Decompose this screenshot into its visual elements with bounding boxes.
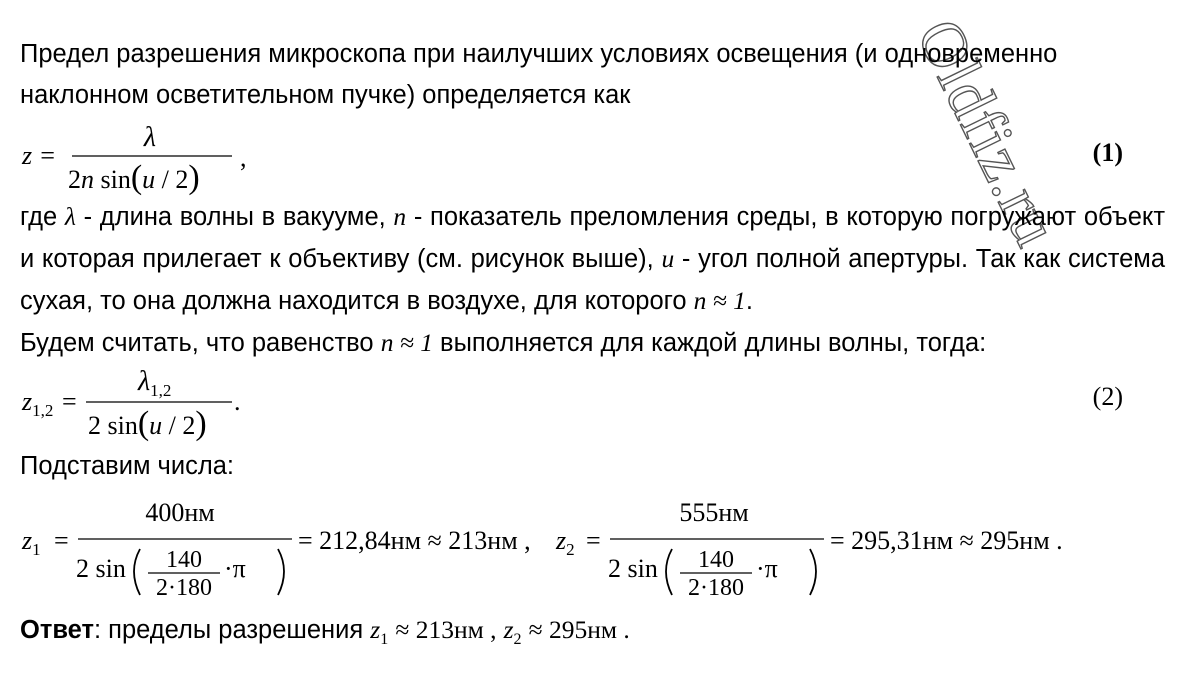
eq3-z2-result: = 295,31нм ≈ 295нм .	[830, 526, 1063, 555]
explanation-paragraph: где λ - длина волны в вакууме, n - показатель преломления среды, в которую погружают объект и которая прилегает к объективу (см. рисунок выше), u - угол полной апертуры. Так как система сухая, то она должна находится в воздухе, для которого n ≈ 1. Будем считать, что равенство n ≈ 1 выполняется для каждой длины волны, тогда:	[20, 202, 1166, 357]
eq3-z2-numerator: 555нм	[679, 498, 749, 527]
svg-text:·π: ·π	[756, 554, 778, 583]
equation-1-formula	[20, 116, 320, 196]
eq1-tail: ,	[240, 143, 247, 172]
answer-z2-value: ≈ 295нм .	[528, 615, 630, 644]
equation-2	[20, 364, 1165, 446]
n-approx-1: n ≈ 1	[693, 286, 746, 315]
answer-z1-value: ≈ 213нм ,	[395, 615, 497, 644]
eq3-z1-numerator: 400нм	[145, 498, 215, 527]
answer-z1: $z_1$	[370, 615, 389, 649]
eq2-lhs: $z_{1,2}$	[22, 387, 54, 420]
svg-text:·π: ·π	[224, 554, 246, 583]
svg-text:2·180: 2·180	[156, 575, 212, 601]
eq2-number: (2)	[1092, 382, 1123, 411]
svg-text:2 sin: 2 sin	[608, 554, 658, 583]
answer-z2: $z_2$	[503, 615, 522, 649]
eq2-denominator: 2 sin(u / 2)	[88, 405, 207, 442]
answer-label: Ответ	[20, 616, 94, 644]
eq3-z1-den-sin: 2 sin	[76, 554, 126, 583]
intro-line-2: наклонном осветительном пучке) определяется как	[20, 81, 631, 109]
equation-3	[20, 487, 1165, 603]
lambda-symbol: λ	[64, 202, 76, 231]
equation-3-formula	[20, 487, 1165, 603]
svg-text:2·180: 2·180	[688, 575, 744, 601]
eq1-lhs: z =	[22, 141, 57, 170]
svg-text:140: 140	[166, 547, 202, 573]
eq2-tail: .	[234, 387, 241, 416]
equation-1	[20, 116, 1165, 196]
u-symbol: u	[661, 244, 675, 273]
eq1-denominator: 2n sin(u / 2)	[68, 159, 200, 196]
eq3-z1-result: = 212,84нм ≈ 213нм ,	[298, 526, 531, 555]
eq3-z1: $z_1$	[22, 526, 41, 559]
watermark: Oldfiz.ru	[903, 8, 1074, 257]
eq3-z2: $z_2$	[556, 526, 575, 559]
answer-line: Ответ: пределы разрешения $z_1 \approx 213нм$ , $z_2 \approx 295нм$ .	[20, 615, 630, 649]
equation-2-formula	[20, 364, 320, 446]
n-approx-2: n ≈ 1	[380, 328, 433, 357]
svg-text:=: =	[586, 526, 601, 555]
document-body	[20, 34, 1165, 660]
n-symbol: n	[393, 202, 407, 231]
svg-text:=: =	[54, 526, 69, 555]
eq1-number: (1)	[1092, 138, 1123, 167]
intro-paragraph	[20, 34, 1165, 116]
svg-text:140: 140	[698, 547, 734, 573]
eq1-numerator: λ	[143, 122, 157, 153]
eq2-numerator: $\lambda_{1,2}$	[138, 366, 172, 400]
intro-line-1: Предел разрешения микроскопа при наилучших условиях освещения (и одновременно	[20, 40, 1058, 68]
substitute-label: Подставим числа:	[20, 452, 234, 480]
svg-text:=: =	[62, 387, 77, 416]
